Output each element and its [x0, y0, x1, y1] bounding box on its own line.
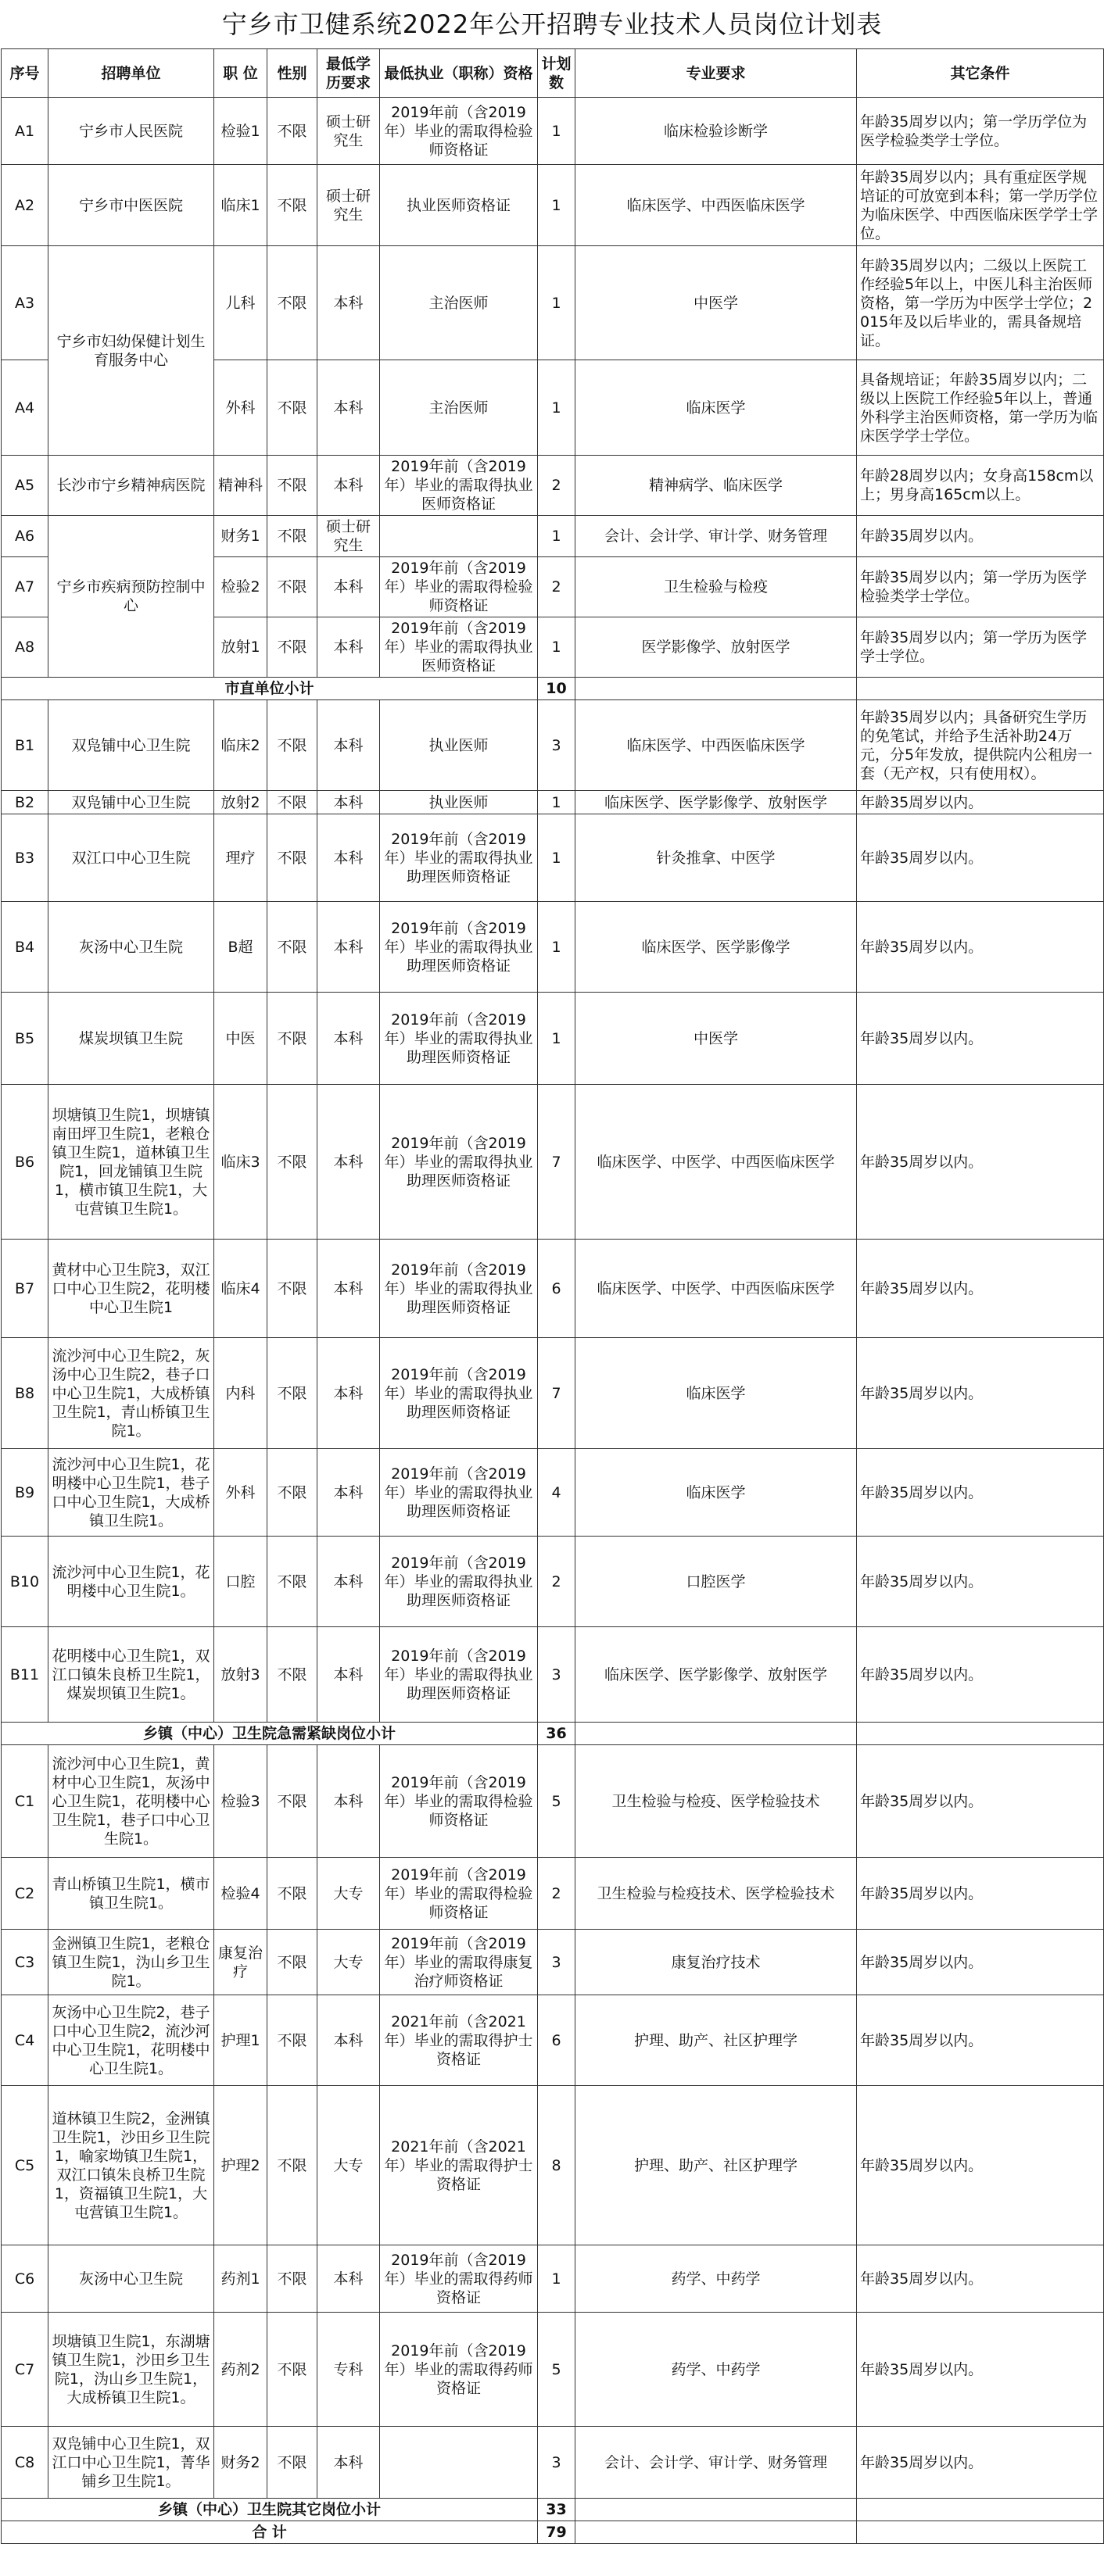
cell-major: 中医学 [575, 993, 857, 1085]
cell-qualification: 2019年前（含2019年）毕业的需取得执业助理医师资格证 [380, 902, 538, 993]
table-row [2, 1449, 1104, 1537]
cell-major: 临床医学、中医学、中西医临床医学 [575, 1240, 857, 1338]
cell-unit: 灰汤中心卫生院2，巷子口中心卫生院2，流沙河中心卫生院1，花明楼中心卫生院1。 [48, 1995, 214, 2086]
cell-qualification: 2019年前（含2019年）毕业的需取得药师资格证 [380, 2245, 538, 2313]
cell-qualification: 2019年前（含2019年）毕业的需取得执业医师资格证 [380, 456, 538, 516]
cell-qualification: 2019年前（含2019年）毕业的需取得执业助理医师资格证 [380, 1449, 538, 1537]
table-row [2, 1745, 1104, 1858]
cell-seq: B1 [2, 700, 48, 791]
cell-position: B超 [214, 902, 267, 993]
cell-unit: 长沙市宁乡精神病医院 [48, 456, 214, 516]
cell-major: 康复治疗技术 [575, 1930, 857, 1995]
cell-other: 年龄35周岁以内。 [857, 516, 1104, 557]
cell-seq: C3 [2, 1930, 48, 1995]
cell-seq: B5 [2, 993, 48, 1085]
cell-qualification: 2019年前（含2019年）毕业的需取得执业助理医师资格证 [380, 814, 538, 902]
cell-gender: 不限 [267, 1930, 317, 1995]
cell-qualification: 2021年前（含2021年）毕业的需取得护士资格证 [380, 1995, 538, 2086]
cell-gender: 不限 [267, 814, 317, 902]
cell-count: 3 [538, 1930, 575, 1995]
cell-qualification: 2019年前（含2019年）毕业的需取得检验师资格证 [380, 1745, 538, 1858]
table-row [2, 1858, 1104, 1930]
cell-count: 1 [538, 2245, 575, 2313]
header-gender: 性别 [267, 49, 317, 98]
cell-position: 放射3 [214, 1627, 267, 1723]
cell-qualification: 执业医师 [380, 791, 538, 814]
cell-major: 医学影像学、放射医学 [575, 617, 857, 678]
cell-position: 放射1 [214, 617, 267, 678]
cell-major: 精神病学、临床医学 [575, 456, 857, 516]
cell-position: 外科 [214, 1449, 267, 1537]
table-row [2, 2086, 1104, 2245]
cell-gender: 不限 [267, 1537, 317, 1627]
cell-qualification: 2019年前（含2019年）毕业的需取得执业助理医师资格证 [380, 993, 538, 1085]
cell-count: 2 [538, 557, 575, 617]
header-major: 专业要求 [575, 49, 857, 98]
subtotal-label: 市直单位小计 [2, 678, 538, 700]
cell-count: 5 [538, 2313, 575, 2427]
cell-qualification: 2019年前（含2019年）毕业的需取得检验师资格证 [380, 1858, 538, 1930]
cell-unit: 宁乡市人民医院 [48, 98, 214, 165]
cell-qualification: 执业医师 [380, 700, 538, 791]
cell-unit: 双凫铺中心卫生院 [48, 700, 214, 791]
subtotal-empty-cell [857, 678, 1104, 700]
cell-seq: B8 [2, 1338, 48, 1449]
subtotal-empty-cell [575, 678, 857, 700]
cell-major: 临床医学、中西医临床医学 [575, 700, 857, 791]
cell-seq: C6 [2, 2245, 48, 2313]
cell-count: 1 [538, 814, 575, 902]
table-row [2, 246, 1104, 360]
cell-other: 年龄35周岁以内。 [857, 2086, 1104, 2245]
cell-gender: 不限 [267, 1995, 317, 2086]
cell-count: 1 [538, 902, 575, 993]
cell-unit: 流沙河中心卫生院1，花明楼中心卫生院1，巷子口中心卫生院1，大成桥镇卫生院1。 [48, 1449, 214, 1537]
cell-education: 大专 [317, 1930, 380, 1995]
cell-position: 康复治疗 [214, 1930, 267, 1995]
cell-count: 3 [538, 2427, 575, 2499]
cell-count: 4 [538, 1449, 575, 1537]
cell-seq: B9 [2, 1449, 48, 1537]
cell-qualification: 主治医师 [380, 360, 538, 456]
cell-other: 年龄35周岁以内；第一学历学位为医学检验类学士学位。 [857, 98, 1104, 165]
cell-position: 药剂2 [214, 2313, 267, 2427]
cell-position: 检验2 [214, 557, 267, 617]
table-row [2, 1537, 1104, 1627]
cell-education: 本科 [317, 1449, 380, 1537]
subtotal-label: 乡镇（中心）卫生院急需紧缺岗位小计 [2, 1723, 538, 1745]
cell-education: 本科 [317, 1745, 380, 1858]
cell-gender: 不限 [267, 246, 317, 360]
cell-count: 6 [538, 1995, 575, 2086]
cell-gender: 不限 [267, 557, 317, 617]
cell-unit: 宁乡市疾病预防控制中心 [48, 516, 214, 678]
table-row [2, 993, 1104, 1085]
cell-position: 放射2 [214, 791, 267, 814]
cell-education: 本科 [317, 1085, 380, 1240]
subtotal-empty-cell [575, 2521, 857, 2544]
cell-count: 7 [538, 1085, 575, 1240]
cell-gender: 不限 [267, 1240, 317, 1338]
cell-education: 本科 [317, 557, 380, 617]
cell-unit: 双凫铺中心卫生院1，双江口中心卫生院1，菁华铺乡卫生院1。 [48, 2427, 214, 2499]
cell-qualification: 2019年前（含2019年）毕业的需取得执业助理医师资格证 [380, 1338, 538, 1449]
cell-major: 卫生检验与检疫 [575, 557, 857, 617]
cell-unit: 坝塘镇卫生院1，东湖塘镇卫生院1，沙田乡卫生院1，沩山乡卫生院1，大成桥镇卫生院1。 [48, 2313, 214, 2427]
cell-other: 年龄35周岁以内。 [857, 791, 1104, 814]
cell-education: 本科 [317, 360, 380, 456]
cell-major: 临床医学 [575, 1449, 857, 1537]
cell-gender: 不限 [267, 1745, 317, 1858]
cell-major: 临床检验诊断学 [575, 98, 857, 165]
cell-education: 本科 [317, 814, 380, 902]
cell-gender: 不限 [267, 2313, 317, 2427]
cell-seq: C8 [2, 2427, 48, 2499]
cell-seq: B11 [2, 1627, 48, 1723]
cell-other: 年龄35周岁以内；具有重症医学规培证的可放宽到本科；第一学历学位为临床医学、中西医临床医学学士学位。 [857, 165, 1104, 246]
cell-seq: A3 [2, 246, 48, 360]
header-education: 最低学历要求 [317, 49, 380, 98]
cell-qualification: 2019年前（含2019年）毕业的需取得执业医师资格证 [380, 617, 538, 678]
cell-major: 卫生检验与检疫技术、医学检验技术 [575, 1858, 857, 1930]
cell-other: 年龄35周岁以内。 [857, 1745, 1104, 1858]
cell-position: 内科 [214, 1338, 267, 1449]
cell-count: 1 [538, 246, 575, 360]
table-row [2, 2245, 1104, 2313]
cell-seq: B7 [2, 1240, 48, 1338]
subtotal-label: 合 计 [2, 2521, 538, 2544]
cell-major: 会计、会计学、审计学、财务管理 [575, 2427, 857, 2499]
cell-unit: 流沙河中心卫生院1，黄材中心卫生院1，灰汤中心卫生院1，花明楼中心卫生院1，巷子口中心卫生院1。 [48, 1745, 214, 1858]
cell-unit: 宁乡市妇幼保健计划生育服务中心 [48, 246, 214, 456]
table-row [2, 98, 1104, 165]
cell-unit: 煤炭坝镇卫生院 [48, 993, 214, 1085]
cell-major: 临床医学 [575, 360, 857, 456]
cell-gender: 不限 [267, 1858, 317, 1930]
subtotal-count: 79 [538, 2521, 575, 2544]
table-row [2, 1930, 1104, 1995]
table-row [2, 2427, 1104, 2499]
cell-education: 本科 [317, 993, 380, 1085]
cell-position: 护理1 [214, 1995, 267, 2086]
cell-major: 临床医学 [575, 1338, 857, 1449]
cell-education: 本科 [317, 1537, 380, 1627]
cell-other: 年龄35周岁以内；二级以上医院工作经验5年以上，中医儿科主治医师资格，第一学历为中医学士学位；2015年及以后毕业的，需具备规培证。 [857, 246, 1104, 360]
subtotal-empty-cell [575, 1723, 857, 1745]
cell-unit: 坝塘镇卫生院1，坝塘镇南田坪卫生院1，老粮仓镇卫生院1，道林镇卫生院1，回龙铺镇卫生院1，横市镇卫生院1，大屯营镇卫生院1。 [48, 1085, 214, 1240]
cell-education: 硕士研究生 [317, 98, 380, 165]
cell-gender: 不限 [267, 98, 317, 165]
cell-other: 年龄35周岁以内。 [857, 2245, 1104, 2313]
subtotal-count: 10 [538, 678, 575, 700]
cell-education: 本科 [317, 1627, 380, 1723]
cell-count: 3 [538, 1627, 575, 1723]
cell-major: 临床医学、医学影像学、放射医学 [575, 791, 857, 814]
cell-position: 药剂1 [214, 2245, 267, 2313]
cell-position: 中医 [214, 993, 267, 1085]
cell-count: 1 [538, 98, 575, 165]
cell-qualification: 2019年前（含2019年）毕业的需取得检验师资格证 [380, 557, 538, 617]
cell-count: 5 [538, 1745, 575, 1858]
table-row [2, 516, 1104, 557]
cell-other: 年龄35周岁以内。 [857, 1449, 1104, 1537]
cell-count: 8 [538, 2086, 575, 2245]
cell-gender: 不限 [267, 165, 317, 246]
cell-seq: C2 [2, 1858, 48, 1930]
cell-position: 财务2 [214, 2427, 267, 2499]
cell-other: 年龄35周岁以内。 [857, 902, 1104, 993]
table-row [2, 1085, 1104, 1240]
cell-other: 年龄35周岁以内。 [857, 1930, 1104, 1995]
cell-education: 本科 [317, 1240, 380, 1338]
cell-unit: 花明楼中心卫生院1，双江口镇朱良桥卫生院1，煤炭坝镇卫生院1。 [48, 1627, 214, 1723]
cell-count: 2 [538, 1858, 575, 1930]
cell-major: 护理、助产、社区护理学 [575, 2086, 857, 2245]
cell-other: 年龄35周岁以内；第一学历为医学检验类学士学位。 [857, 557, 1104, 617]
cell-other: 年龄35周岁以内。 [857, 2313, 1104, 2427]
cell-count: 6 [538, 1240, 575, 1338]
subtotal-empty-cell [857, 2521, 1104, 2544]
cell-gender: 不限 [267, 1338, 317, 1449]
cell-major: 口腔医学 [575, 1537, 857, 1627]
cell-seq: C7 [2, 2313, 48, 2427]
cell-count: 3 [538, 700, 575, 791]
cell-qualification: 2021年前（含2021年）毕业的需取得护士资格证 [380, 2086, 538, 2245]
cell-gender: 不限 [267, 360, 317, 456]
cell-education: 本科 [317, 2245, 380, 2313]
cell-qualification [380, 516, 538, 557]
cell-unit: 流沙河中心卫生院2，灰汤中心卫生院2，巷子口中心卫生院1，大成桥镇卫生院1，青山桥镇卫生院1。 [48, 1338, 214, 1449]
cell-unit: 青山桥镇卫生院1，横市镇卫生院1。 [48, 1858, 214, 1930]
cell-unit: 灰汤中心卫生院 [48, 902, 214, 993]
cell-position: 精神科 [214, 456, 267, 516]
cell-qualification: 执业医师资格证 [380, 165, 538, 246]
cell-other: 年龄35周岁以内。 [857, 1537, 1104, 1627]
cell-seq: A5 [2, 456, 48, 516]
subtotal-row [2, 1723, 1104, 1745]
subtotal-count: 36 [538, 1723, 575, 1745]
cell-major: 药学、中药学 [575, 2245, 857, 2313]
table-row [2, 2313, 1104, 2427]
cell-position: 临床1 [214, 165, 267, 246]
cell-seq: A8 [2, 617, 48, 678]
cell-position: 检验4 [214, 1858, 267, 1930]
cell-gender: 不限 [267, 516, 317, 557]
cell-seq: A4 [2, 360, 48, 456]
subtotal-label: 乡镇（中心）卫生院其它岗位小计 [2, 2499, 538, 2521]
cell-seq: A2 [2, 165, 48, 246]
cell-unit: 道林镇卫生院2，金洲镇卫生院1，沙田乡卫生院1，喻家坳镇卫生院1，双江口镇朱良桥卫生院1，资福镇卫生院1，大屯营镇卫生院1。 [48, 2086, 214, 2245]
cell-position: 理疗 [214, 814, 267, 902]
cell-education: 本科 [317, 700, 380, 791]
cell-count: 2 [538, 456, 575, 516]
cell-seq: A7 [2, 557, 48, 617]
cell-position: 护理2 [214, 2086, 267, 2245]
cell-education: 本科 [317, 617, 380, 678]
cell-education: 本科 [317, 791, 380, 814]
cell-seq: C1 [2, 1745, 48, 1858]
cell-gender: 不限 [267, 2245, 317, 2313]
table-row [2, 700, 1104, 791]
cell-major: 临床医学、医学影像学 [575, 902, 857, 993]
cell-count: 1 [538, 165, 575, 246]
cell-gender: 不限 [267, 2086, 317, 2245]
cell-seq: B3 [2, 814, 48, 902]
cell-gender: 不限 [267, 456, 317, 516]
cell-other: 年龄35周岁以内。 [857, 1627, 1104, 1723]
header-position: 职 位 [214, 49, 267, 98]
table-body [2, 98, 1104, 2544]
cell-gender: 不限 [267, 993, 317, 1085]
cell-other: 年龄35周岁以内；第一学历为医学学士学位。 [857, 617, 1104, 678]
cell-position: 财务1 [214, 516, 267, 557]
cell-position: 口腔 [214, 1537, 267, 1627]
cell-count: 1 [538, 617, 575, 678]
cell-other: 年龄35周岁以内。 [857, 814, 1104, 902]
subtotal-empty-cell [857, 2499, 1104, 2521]
header-qualification: 最低执业（职称）资格 [380, 49, 538, 98]
cell-gender: 不限 [267, 1627, 317, 1723]
subtotal-row [2, 678, 1104, 700]
cell-position: 临床2 [214, 700, 267, 791]
cell-qualification: 2019年前（含2019年）毕业的需取得执业助理医师资格证 [380, 1085, 538, 1240]
table-row [2, 1240, 1104, 1338]
header-seq: 序号 [2, 49, 48, 98]
cell-seq: B4 [2, 902, 48, 993]
cell-count: 2 [538, 1537, 575, 1627]
cell-other: 年龄35周岁以内。 [857, 993, 1104, 1085]
table-row [2, 902, 1104, 993]
cell-other: 年龄35周岁以内。 [857, 1240, 1104, 1338]
cell-gender: 不限 [267, 2427, 317, 2499]
cell-major: 中医学 [575, 246, 857, 360]
cell-education: 大专 [317, 2086, 380, 2245]
subtotal-row [2, 2499, 1104, 2521]
cell-major: 药学、中药学 [575, 2313, 857, 2427]
cell-count: 7 [538, 1338, 575, 1449]
cell-position: 外科 [214, 360, 267, 456]
cell-count: 1 [538, 360, 575, 456]
cell-unit: 灰汤中心卫生院 [48, 2245, 214, 2313]
table-row [2, 1627, 1104, 1723]
cell-unit: 金洲镇卫生院1，老粮仓镇卫生院1，沩山乡卫生院1。 [48, 1930, 214, 1995]
cell-unit: 双江口中心卫生院 [48, 814, 214, 902]
cell-education: 硕士研究生 [317, 516, 380, 557]
table-header-row [2, 49, 1104, 98]
cell-seq: A6 [2, 516, 48, 557]
cell-position: 临床3 [214, 1085, 267, 1240]
cell-education: 本科 [317, 902, 380, 993]
cell-position: 检验3 [214, 1745, 267, 1858]
cell-position: 检验1 [214, 98, 267, 165]
header-unit: 招聘单位 [48, 49, 214, 98]
cell-education: 本科 [317, 2427, 380, 2499]
cell-other: 具备规培证；年龄35周岁以内；二级以上医院工作经验5年以上，普通外科学主治医师资格，第一学历为临床医学学士学位。 [857, 360, 1104, 456]
cell-education: 本科 [317, 1995, 380, 2086]
cell-other: 年龄35周岁以内；具备研究生学历的免笔试，并给予生活补助24万元，分5年发放，提供院内公租房一套（无产权，只有使用权）。 [857, 700, 1104, 791]
table-row [2, 791, 1104, 814]
cell-education: 大专 [317, 1858, 380, 1930]
cell-seq: C4 [2, 1995, 48, 2086]
cell-qualification: 2019年前（含2019年）毕业的需取得康复治疗师资格证 [380, 1930, 538, 1995]
cell-qualification: 2019年前（含2019年）毕业的需取得执业助理医师资格证 [380, 1537, 538, 1627]
cell-seq: A1 [2, 98, 48, 165]
table-row [2, 814, 1104, 902]
cell-education: 专科 [317, 2313, 380, 2427]
cell-other: 年龄35周岁以内。 [857, 2427, 1104, 2499]
cell-education: 本科 [317, 1338, 380, 1449]
cell-major: 卫生检验与检疫、医学检验技术 [575, 1745, 857, 1858]
cell-other: 年龄35周岁以内。 [857, 1858, 1104, 1930]
cell-qualification: 2019年前（含2019年）毕业的需取得执业助理医师资格证 [380, 1240, 538, 1338]
page-title: 宁乡市卫健系统2022年公开招聘专业技术人员岗位计划表 [221, 9, 883, 39]
cell-major: 临床医学、中西医临床医学 [575, 165, 857, 246]
cell-gender: 不限 [267, 902, 317, 993]
subtotal-row [2, 2521, 1104, 2544]
cell-seq: C5 [2, 2086, 48, 2245]
cell-education: 本科 [317, 456, 380, 516]
cell-major: 针灸推拿、中医学 [575, 814, 857, 902]
cell-education: 硕士研究生 [317, 165, 380, 246]
cell-qualification: 2019年前（含2019年）毕业的需取得药师资格证 [380, 2313, 538, 2427]
cell-major: 会计、会计学、审计学、财务管理 [575, 516, 857, 557]
cell-unit: 双凫铺中心卫生院 [48, 791, 214, 814]
cell-unit: 宁乡市中医医院 [48, 165, 214, 246]
header-other: 其它条件 [857, 49, 1104, 98]
table-row [2, 1338, 1104, 1449]
subtotal-empty-cell [575, 2499, 857, 2521]
cell-other: 年龄35周岁以内。 [857, 1338, 1104, 1449]
cell-seq: B6 [2, 1085, 48, 1240]
table-row [2, 1995, 1104, 2086]
cell-gender: 不限 [267, 617, 317, 678]
cell-count: 1 [538, 993, 575, 1085]
cell-major: 临床医学、中医学、中西医临床医学 [575, 1085, 857, 1240]
cell-major: 护理、助产、社区护理学 [575, 1995, 857, 2086]
cell-other: 年龄35周岁以内。 [857, 1995, 1104, 2086]
cell-gender: 不限 [267, 700, 317, 791]
header-count: 计划数 [538, 49, 575, 98]
subtotal-empty-cell [857, 1723, 1104, 1745]
cell-count: 1 [538, 791, 575, 814]
cell-qualification [380, 2427, 538, 2499]
subtotal-count: 33 [538, 2499, 575, 2521]
cell-unit: 流沙河中心卫生院1，花明楼中心卫生院1。 [48, 1537, 214, 1627]
cell-count: 1 [538, 516, 575, 557]
table-row [2, 456, 1104, 516]
cell-gender: 不限 [267, 791, 317, 814]
cell-position: 儿科 [214, 246, 267, 360]
cell-seq: B2 [2, 791, 48, 814]
cell-position: 临床4 [214, 1240, 267, 1338]
cell-education: 本科 [317, 246, 380, 360]
cell-seq: B10 [2, 1537, 48, 1627]
recruitment-plan-table [1, 48, 1104, 2544]
cell-qualification: 2019年前（含2019年）毕业的需取得检验师资格证 [380, 98, 538, 165]
cell-unit: 黄材中心卫生院3，双江口中心卫生院2，花明楼中心卫生院1 [48, 1240, 214, 1338]
cell-gender: 不限 [267, 1449, 317, 1537]
cell-major: 临床医学、医学影像学、放射医学 [575, 1627, 857, 1723]
table-row [2, 165, 1104, 246]
cell-qualification: 主治医师 [380, 246, 538, 360]
cell-other: 年龄28周岁以内；女身高158cm以上；男身高165cm以上。 [857, 456, 1104, 516]
cell-qualification: 2019年前（含2019年）毕业的需取得执业助理医师资格证 [380, 1627, 538, 1723]
cell-gender: 不限 [267, 1085, 317, 1240]
cell-other: 年龄35周岁以内。 [857, 1085, 1104, 1240]
